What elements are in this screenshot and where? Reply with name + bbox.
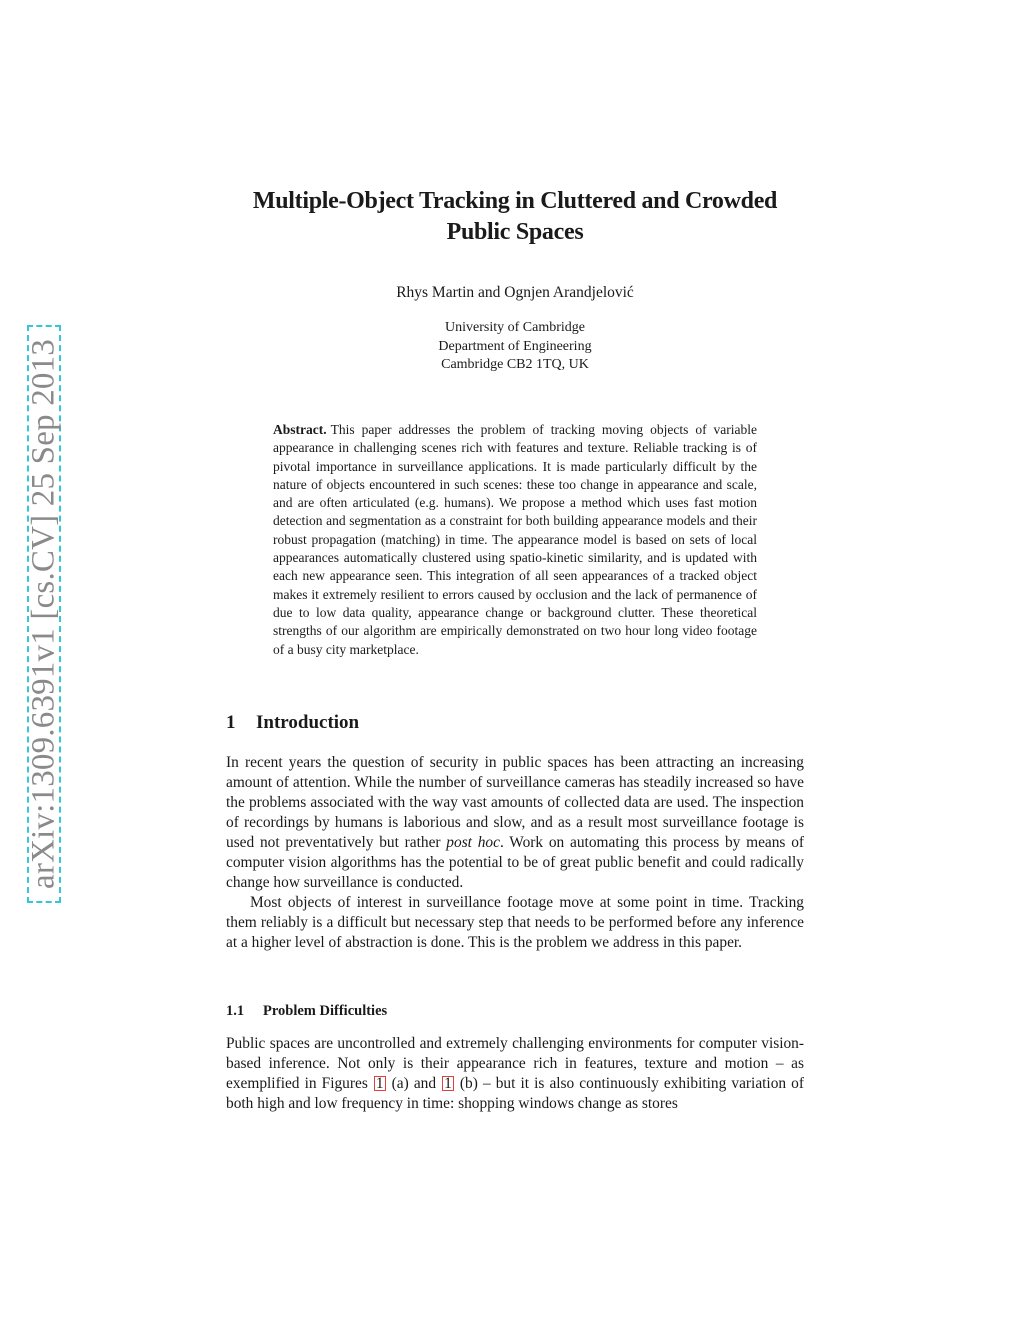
subsection-title: Problem Difficulties	[263, 1003, 388, 1019]
abstract-label: Abstract.	[273, 422, 327, 437]
affiliation-line: University of Cambridge	[445, 320, 585, 335]
abstract-text: This paper addresses the problem of tracking moving objects of variable appearance in challenging scenes rich with features and texture. Reliable tracking is of pivotal importance in surveillance applications. It is made particularly difficult by the nature of objects encountered in such scenes: these too change in appearance and scale, and are often articulated (e.g. humans). We propose a method which uses fast motion detection and segmentation as a constraint for both building appearance models and their robust propagation (matching) in time. The appearance model is based on sets of local appearances automatically clustered using spatio-kinetic similarity, and is updated with each new appearance seen. This integration of all seen appearances of a tracked object makes it extremely resilient to errors caused by occlusion and the lack of permanence of due to low data quality, appearance change or background clutter. These theoretical strengths of our algorithm are empirically demonstrated on two hour long video footage of a busy city marketplace.	[273, 422, 757, 657]
abstract	[273, 421, 757, 659]
subsection-number: 1.1	[226, 1003, 245, 1019]
paragraph-text: In recent years the question of security in public spaces has been attracting an increasing amount of attention. While the number of surveillance cameras has steadily increased so have the problems associated with the way vast amounts of collected data are used. The inspection of recordings by humans is laborious and slow, and as a result most surveillance footage is used not preventatively but rather	[226, 754, 804, 851]
affiliation-line: Cambridge CB2 1TQ, UK	[441, 357, 589, 372]
arxiv-stamp	[27, 325, 61, 903]
paragraph-text: (a) and	[386, 1075, 442, 1092]
figure-reference-link[interactable]: 1	[444, 1075, 452, 1092]
arxiv-identifier: arXiv:1309.6391v1 [cs.CV] 25 Sep 2013	[25, 338, 62, 890]
intro-paragraph-1	[226, 753, 804, 893]
paper-title: Multiple-Object Tracking in Cluttered and Crowded Public Spaces	[252, 188, 778, 245]
affiliation-line: Department of Engineering	[438, 338, 592, 354]
figure-reference-link[interactable]: 1	[375, 1075, 384, 1092]
intro-paragraph-2: Most objects of interest in surveillance footage move at some point in time. Tracking them reliably is a difficult but necessary step that needs to be performed before any inference at a higher level of abstraction is done. This is the problem we address in this paper.	[226, 894, 804, 951]
affiliation	[226, 319, 804, 375]
authors: Rhys Martin and Ognjen Arandjelović	[396, 284, 634, 301]
paragraph-text: . Work on automating this process by means of computer vision algorithms has the potential to be of great public benefit and could radically change how surveillance is conducted.	[226, 834, 805, 891]
emphasis-text: post hoc	[446, 834, 500, 851]
problem-paragraph	[226, 1034, 804, 1114]
subsection-heading	[226, 1002, 387, 1021]
paragraph-text: Public spaces are uncontrolled and extremely challenging environments for computer vision-based inference. Not only is their appearance rich in features, texture and motion – as exemplified in Figures	[226, 1035, 804, 1092]
section-number: 1	[226, 712, 236, 733]
paragraph-text: (b) – but it is also continuously exhibiting variation of both high and low frequency in time: shopping windows change as stores	[226, 1075, 804, 1112]
section-title: Introduction	[256, 712, 360, 733]
section-heading	[226, 711, 359, 735]
